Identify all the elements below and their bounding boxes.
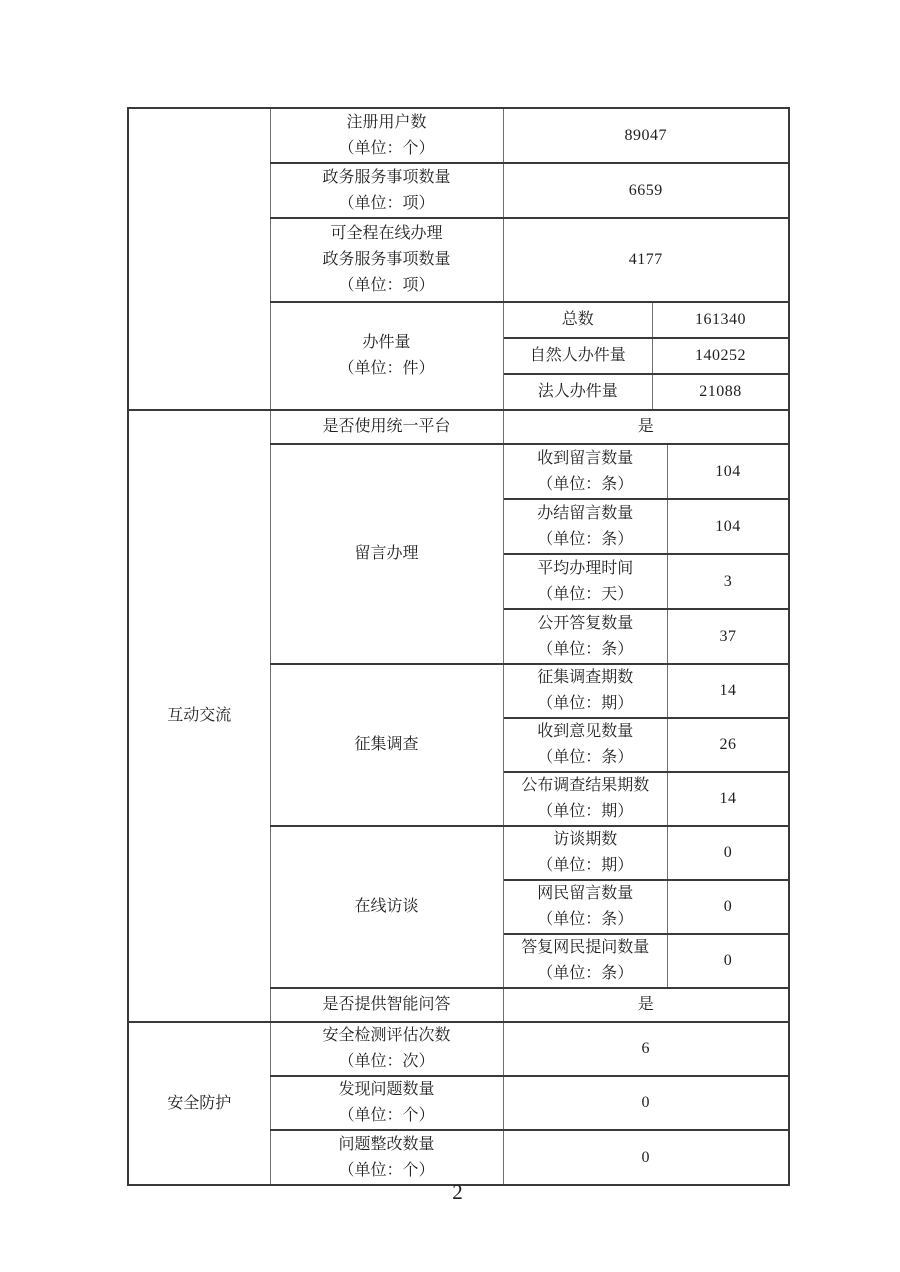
table-row [128, 108, 789, 163]
value-security-assessments: 6 [503, 1022, 789, 1076]
table-row [128, 1022, 789, 1076]
value-survey-periods: 14 [719, 682, 737, 699]
label-message-handling: 留言办理 [270, 444, 503, 664]
case-volume-subtable-cell [503, 302, 789, 410]
table-row [504, 827, 789, 880]
sub-label-natural-person: 自然人办件量 [504, 338, 653, 374]
value-avg-handling-time: 3 [668, 554, 789, 609]
label-security-assessments: 安全检测评估次数 （单位：次） [270, 1022, 503, 1076]
label-service-items: 政务服务事项数量 （单位：项） [270, 163, 503, 218]
label-survey-periods: 征集调查期数 （单位：期） [504, 665, 668, 718]
annual-report-table [127, 107, 790, 1186]
value-smart-qa: 是 [503, 988, 789, 1022]
sub-value-legal-person: 21088 [653, 374, 789, 409]
message-handling-subtable [504, 445, 789, 663]
case-volume-subtable [504, 303, 789, 409]
section-cell-empty [128, 108, 270, 410]
survey-collection-subtable-cell [503, 664, 789, 826]
section-label-interaction: 互动交流 [128, 410, 270, 1022]
table-row [504, 665, 789, 718]
table-row [504, 445, 789, 499]
label-problems-found: 发现问题数量 （单位：个） [270, 1076, 503, 1130]
table-row [504, 554, 789, 609]
label-survey-results-published: 公布调查结果期数 （单位：期） [504, 772, 668, 825]
table-row [504, 880, 789, 934]
value-messages-received: 104 [715, 462, 741, 480]
value-public-replies: 37 [668, 609, 789, 663]
table-row [504, 499, 789, 554]
page-number: 2 [452, 1180, 463, 1204]
label-unified-platform: 是否使用统一平台 [270, 410, 503, 444]
value-netizen-messages: 0 [668, 880, 789, 934]
value-opinions-received: 26 [668, 718, 789, 772]
sub-value-natural-person: 140252 [653, 338, 789, 374]
survey-collection-subtable [504, 665, 789, 825]
label-problems-rectified: 问题整改数量 （单位：个） [270, 1130, 503, 1185]
table-row [504, 934, 789, 987]
table-row [504, 609, 789, 663]
sub-value-total: 161340 [695, 311, 746, 328]
online-interview-subtable-cell [503, 826, 789, 988]
value-netizen-question-replies: 0 [668, 934, 789, 987]
label-registered-users: 注册用户数 （单位：个） [270, 108, 503, 163]
table-row [504, 718, 789, 772]
label-online-interview: 在线访谈 [270, 826, 503, 988]
sub-label-total: 总数 [504, 303, 653, 338]
value-problems-rectified: 0 [503, 1130, 789, 1185]
value-unified-platform: 是 [503, 410, 789, 444]
value-messages-completed: 104 [668, 499, 789, 554]
label-online-service-items: 可全程在线办理 政务服务事项数量 （单位：项） [270, 218, 503, 302]
label-smart-qa: 是否提供智能问答 [270, 988, 503, 1022]
label-case-volume: 办件量 （单位：件） [270, 302, 503, 410]
value-survey-results-published: 14 [668, 772, 789, 825]
sub-label-legal-person: 法人办件量 [504, 374, 653, 409]
label-survey-collection: 征集调查 [270, 664, 503, 826]
label-messages-received: 收到留言数量 （单位：条） [504, 445, 668, 499]
table-row [504, 338, 789, 374]
label-netizen-messages: 网民留言数量 （单位：条） [504, 880, 668, 934]
table-row [504, 303, 789, 338]
label-opinions-received: 收到意见数量 （单位：条） [504, 718, 668, 772]
label-public-replies: 公开答复数量 （单位：条） [504, 609, 668, 663]
table-row [128, 410, 789, 444]
value-problems-found: 0 [503, 1076, 789, 1130]
online-interview-subtable [504, 827, 789, 987]
table-row [504, 772, 789, 825]
value-interview-periods: 0 [723, 844, 733, 861]
value-service-items: 6659 [503, 163, 789, 218]
value-online-service-items: 4177 [503, 218, 789, 302]
section-label-security: 安全防护 [128, 1022, 270, 1185]
value-registered-users: 89047 [503, 108, 789, 163]
label-netizen-question-replies: 答复网民提问数量 （单位：条） [504, 934, 668, 987]
label-interview-periods: 访谈期数 （单位：期） [504, 827, 668, 880]
table-row [504, 374, 789, 409]
label-messages-completed: 办结留言数量 （单位：条） [504, 499, 668, 554]
message-handling-subtable-cell [503, 444, 789, 664]
label-avg-handling-time: 平均办理时间 （单位：天） [504, 554, 668, 609]
